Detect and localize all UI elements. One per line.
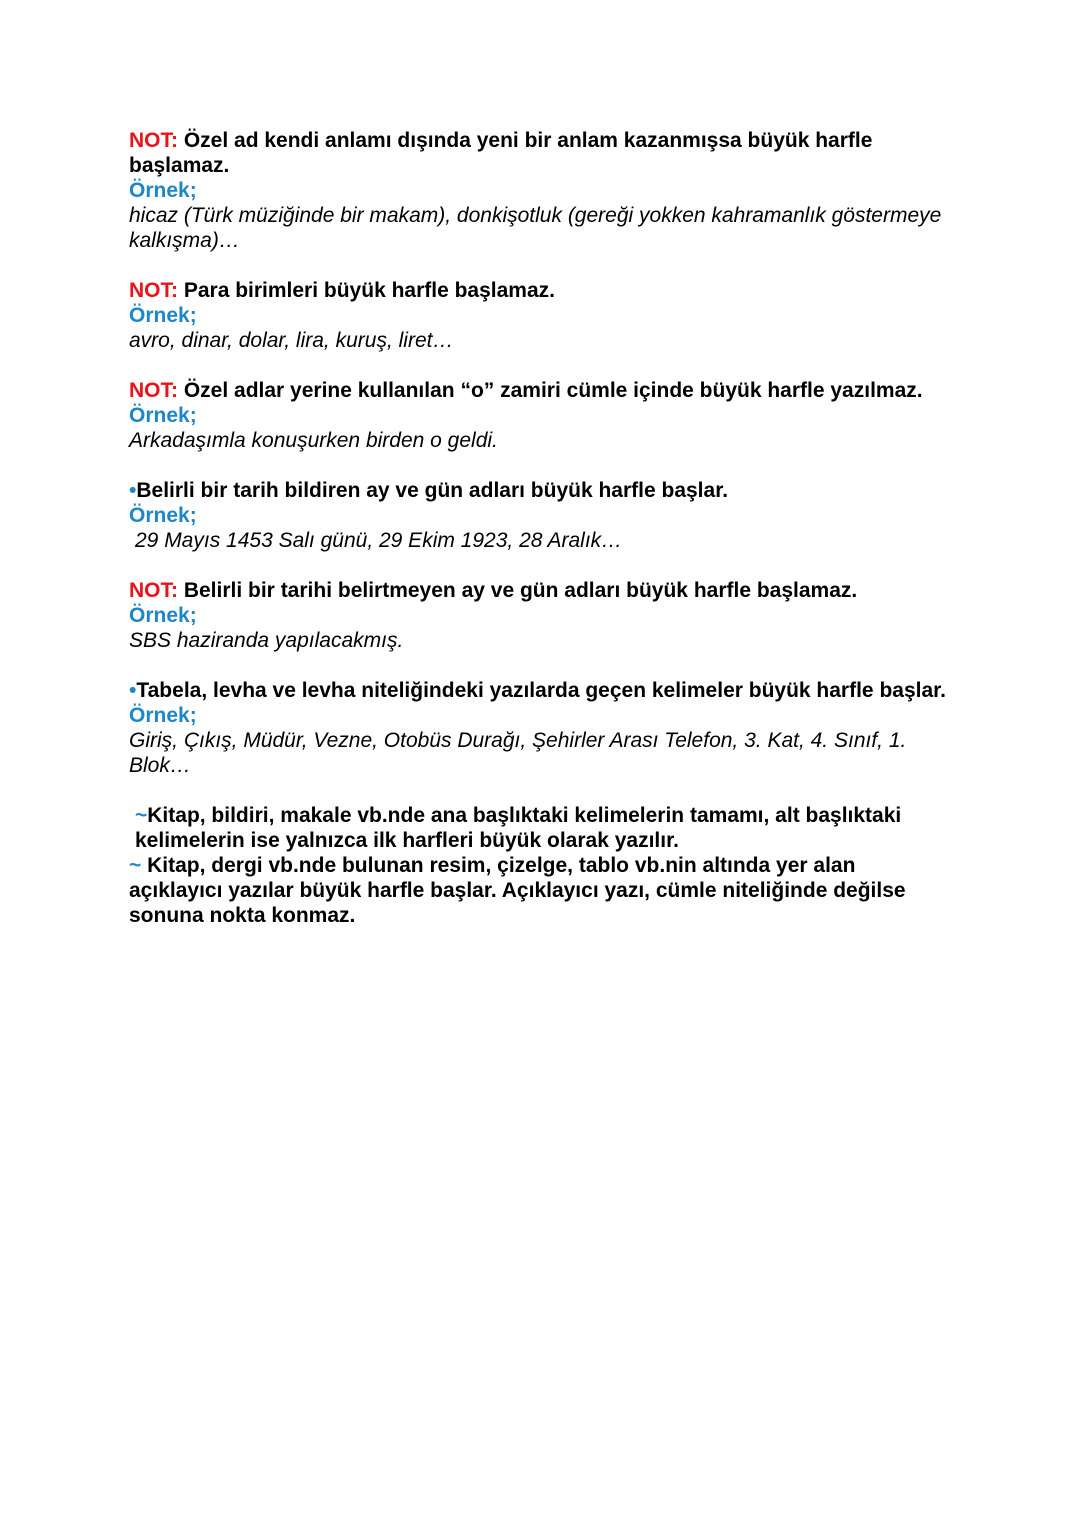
example-heading: Örnek; — [129, 504, 197, 527]
final-rules-block — [129, 803, 949, 928]
rule-text — [129, 128, 949, 178]
rule-text — [129, 578, 949, 603]
rule-text — [129, 278, 949, 303]
note-block-proper-noun-meaning — [129, 128, 949, 253]
tilde-icon: ~ — [135, 804, 148, 827]
tilde-icon: ~ — [129, 854, 142, 877]
example-heading: Örnek; — [129, 404, 197, 427]
note-label: NOT: — [129, 379, 178, 402]
example-heading: Örnek; — [129, 304, 197, 327]
example-text: SBS haziranda yapılacakmış. — [129, 629, 404, 652]
note-label: NOT: — [129, 129, 178, 152]
document-page — [129, 128, 949, 953]
example-text: 29 Mayıs 1453 Salı günü, 29 Ekim 1923, 28 Aralık… — [135, 529, 623, 552]
example-heading: Örnek; — [129, 604, 197, 627]
rule-body: Belirli bir tarihi belirtmeyen ay ve gün adları büyük harfle başlamaz. — [178, 579, 858, 602]
rule-body: Özel ad kendi anlamı dışında yeni bir anlam kazanmışsa büyük harfle başlamaz. — [129, 129, 873, 177]
example-heading: Örnek; — [129, 179, 197, 202]
rule-body: Para birimleri büyük harfle başlamaz. — [178, 279, 555, 302]
rule-body: Belirli bir tarih bildiren ay ve gün adları büyük harfle başlar. — [136, 479, 729, 502]
bullet-icon: • — [129, 679, 137, 702]
note-block-nonspecific-dates — [129, 578, 949, 653]
rule-text — [129, 478, 949, 503]
rule-body: Tabela, levha ve levha niteliğindeki yazılarda geçen kelimeler büyük harfle başlar. — [136, 679, 946, 702]
rule-body: Kitap, bildiri, makale vb.nde ana başlıktaki kelimelerin tamamı, alt başlıktaki kelimelerin ise yalnızca ilk harfleri büyük olarak yazılır. — [135, 804, 902, 852]
rule-block-specific-dates — [129, 478, 949, 553]
rule-body: Özel adlar yerine kullanılan “o” zamiri cümle içinde büyük harfle yazılmaz. — [178, 379, 923, 402]
rule-text — [129, 678, 949, 703]
rule-text — [129, 378, 949, 403]
rule-block-signs — [129, 678, 949, 778]
note-block-currency — [129, 278, 949, 353]
example-heading: Örnek; — [129, 704, 197, 727]
rule-text-headings — [129, 803, 949, 853]
bullet-icon: • — [129, 479, 137, 502]
example-text: Arkadaşımla konuşurken birden o geldi. — [129, 429, 498, 452]
note-label: NOT: — [129, 579, 178, 602]
note-label: NOT: — [129, 279, 178, 302]
rule-body: Kitap, dergi vb.nde bulunan resim, çizelge, tablo vb.nin altında yer alan açıklayıcı yazılar büyük harfle başlar. Açıklayıcı yazı, cümle niteliğinde değilse sonuna nokta konmaz. — [129, 854, 906, 927]
example-text: Giriş, Çıkış, Müdür, Vezne, Otobüs Durağı, Şehirler Arası Telefon, 3. Kat, 4. Sınıf, 1. Blok… — [129, 729, 907, 777]
example-text: hicaz (Türk müziğinde bir makam), donkişotluk (gereği yokken kahramanlık göstermeye kalkışma)… — [129, 204, 942, 252]
note-block-pronoun-o — [129, 378, 949, 453]
example-text: avro, dinar, dolar, lira, kuruş, liret… — [129, 329, 454, 352]
rule-text-captions — [129, 853, 949, 928]
